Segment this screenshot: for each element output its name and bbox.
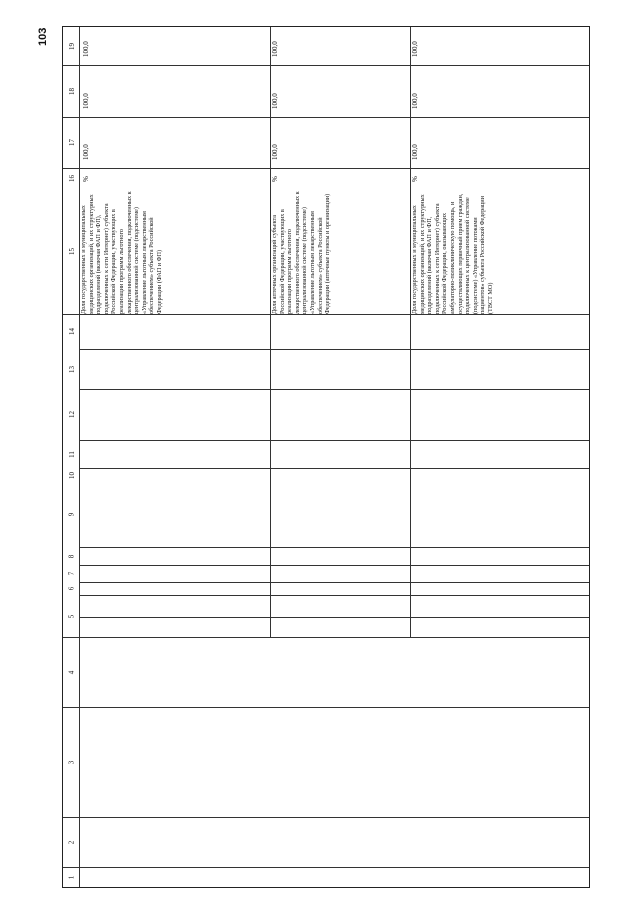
header-col-11: 11 [67, 450, 76, 458]
row-divider [270, 27, 271, 637]
page-number: 103 [37, 27, 49, 46]
col-divider [63, 168, 589, 169]
col-divider [63, 817, 589, 818]
col-divider [79, 468, 589, 469]
col-divider [79, 547, 589, 548]
header-col-18: 18 [67, 87, 76, 95]
col-divider [79, 349, 589, 350]
col-divider [79, 440, 589, 441]
header-col-3: 3 [67, 760, 76, 764]
col-divider [63, 637, 589, 638]
header-col-16: 16 [67, 174, 76, 182]
header-col-19: 19 [67, 42, 76, 50]
header-col-1: 1 [67, 875, 76, 879]
header-col-4: 4 [67, 670, 76, 674]
col-divider [79, 595, 589, 596]
header-col-17: 17 [67, 139, 76, 146]
indicator-table: 19 18 17 16 15 14 13 12 11 10 9 8 7 6 5 4 3 2 1 100,0 100,0 100,0 % Доля государственных и муниципальных медицинских организаций, и их структурных подразделений (включая ФАП и ФП), подключенных к сети Интернет) субъекта Российской Федерации, участвующих в реализации программ льготного лекарственного обеспечения, подключенных к централизованной системе (подсистеме) «Управление льготным лекарственным обеспечением» субъекта Российской Федерации (ФАП и ФП) 100,0 100,0 100,0 % Доля аптечных организаций субъекта Российской Федерации, участвующих в реализации программ льготного лекарственного обеспечения, подключенных к централизованной системе (подсистеме) «Управление льготным лекарственным обеспечением» субъекта Российской Федерации (аптечные пункты и организации) 100,0 100,0 100,0 % Доля государственных и муниципальных медицинских организаций, и их структурных подразделений (включая ФАП и ФП, подключенных к сети Интернет) субъекта Российской Федерации, оказывающих амбулаторно-поликлиническую помощь, и осуществляющих первичный прием граждан, подключенных к централизованной системе (подсистеме) «Управление потоками пациентов» субъекта Российской Федерации (ТВСТ МО) [62, 26, 590, 888]
header-col-13: 13 [67, 365, 76, 373]
col-divider [63, 867, 589, 868]
row2-indicator: Доля аптечных организаций субъекта Российской Федерации, участвующих в реализации программ льготного лекарственного обеспечения, подключенных к централизованной системе (подсистеме) «Управление льготным лекарственным обеспечением» субъекта Российской Федерации (аптечные пункты и организации) [271, 191, 332, 314]
header-col-15: 15 [67, 247, 76, 255]
header-col-9: 9 [67, 512, 76, 517]
header-col-5: 5 [67, 614, 76, 618]
col-divider [63, 707, 589, 708]
row3-indicator: Доля государственных и муниципальных медицинских организаций, и их структурных подразделений (включая ФАП и ФП, подключенных к сети Интернет) субъекта Российской Федерации, оказывающих амбулаторно-поликлиническую помощь, и осуществляющих первичный прием граждан, подключенных к централизованной системе (подсистеме) «Управление потоками пациентов» субъекта Российской Федерации (ТВСТ МО) [411, 193, 494, 314]
header-col-2: 2 [67, 840, 76, 844]
header-col-8: 8 [67, 554, 76, 558]
header-col-10: 10 [67, 471, 76, 479]
col-divider [79, 389, 589, 390]
col-divider [63, 314, 589, 315]
header-col-6: 6 [67, 586, 76, 591]
row-divider [410, 27, 411, 637]
col-divider [79, 565, 589, 566]
col-divider [79, 617, 589, 618]
header-col-12: 12 [67, 411, 76, 418]
col-divider [63, 117, 589, 118]
header-col-7: 7 [67, 571, 76, 576]
header-col-14: 14 [67, 328, 76, 335]
row1-indicator: Доля государственных и муниципальных медицинских организаций, и их структурных подразделений (включая ФАП и ФП), подключенных к сети Интернет) субъекта Российской Федерации, участвующих в реализации программ льготного лекарственного обеспечения, подключенных к централизованной системе (подсистеме) «Управление льготным лекарственным обеспечением» субъекта Российской Федерации (ФАП и ФП) [80, 191, 163, 314]
col-divider [79, 582, 589, 583]
col-divider [63, 65, 589, 66]
